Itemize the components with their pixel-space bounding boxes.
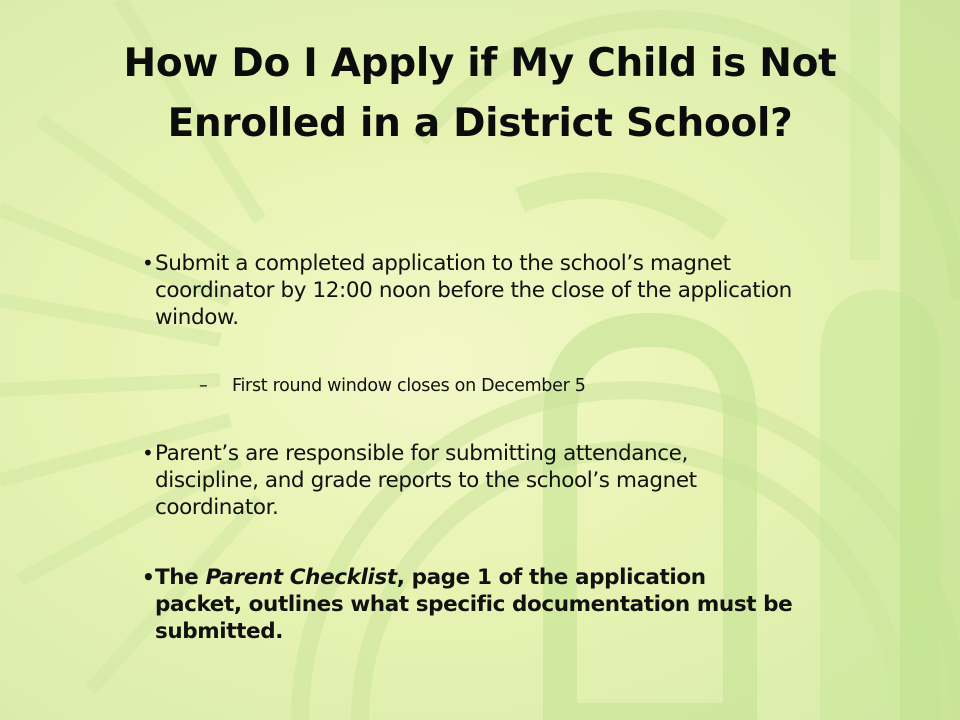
bullet-text-prefix: The (155, 565, 206, 590)
bullet-parent-checklist (142, 564, 795, 645)
slide-title (60, 34, 900, 154)
bullet-marker: • (142, 251, 154, 275)
bullet-text-suffix: , page 1 of the application packet, outlines what specific documentation must be submitted. (155, 565, 793, 644)
bullet-text: Submit a completed application to the school’s magnet coordinator by 12:00 noon before the close of the application window. (155, 251, 792, 330)
slide-title-line-1: How Do I Apply if My Child is Not (123, 41, 837, 86)
bullet-list (142, 250, 795, 645)
sub-bullet-marker: – (199, 376, 208, 396)
bullet-parent-responsibility (142, 440, 795, 521)
bullet-text: Parent’s are responsible for submitting attendance, discipline, and grade reports to the school’s magnet coordinator. (155, 441, 697, 520)
bullet-marker: • (142, 441, 154, 465)
slide-title-line-2: Enrolled in a District School? (167, 101, 793, 146)
bullet-marker: • (142, 565, 155, 589)
parent-checklist-emphasis: Parent Checklist (205, 565, 397, 590)
bullet-submit-application (142, 250, 795, 331)
sub-bullet-first-round (199, 374, 795, 398)
sub-bullet-text: First round window closes on December 5 (232, 376, 586, 396)
